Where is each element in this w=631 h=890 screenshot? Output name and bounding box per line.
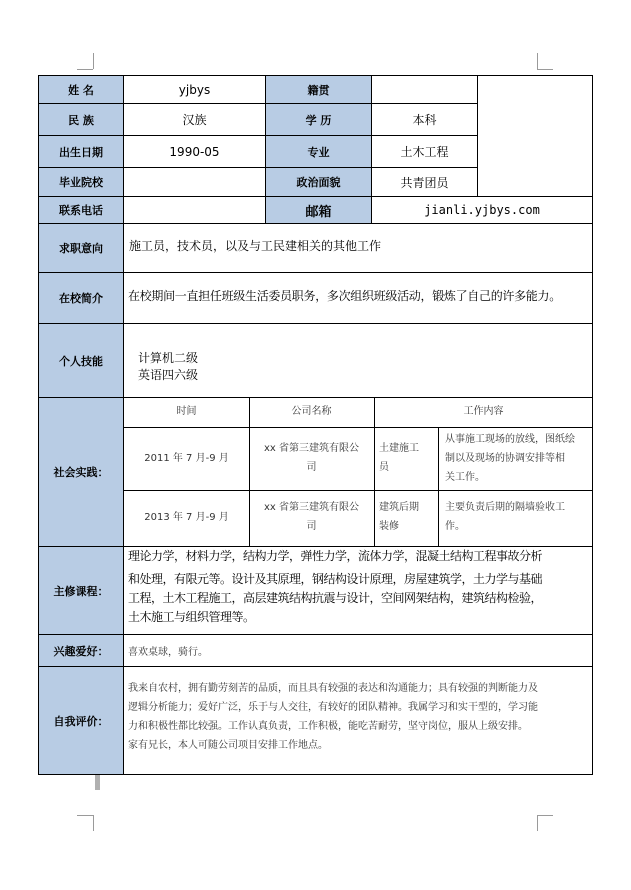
self-eval-line: 家有兄长，本人可随公司项目安排工作地点。 (128, 740, 328, 751)
practice-position-line: 建筑后期 (379, 502, 419, 513)
hobby-cell (124, 635, 593, 667)
intention-text: 施工员，技术员，以及与工民建相关的其他工作 (129, 239, 382, 253)
phone-value (124, 197, 266, 224)
practice-header-company: 公司名称 (291, 406, 332, 417)
crop-mark (537, 69, 553, 70)
course-line: 理论力学，材料力学，结构力学，弹性力学，流体力学，混凝土结构工程事故分析 (128, 549, 543, 563)
phone-label: 联系电话 (39, 197, 124, 224)
practice-desc-line: 关工作。 (445, 472, 485, 483)
courses-label: 主修课程： (39, 547, 124, 635)
crop-mark (77, 69, 93, 70)
skills-label: 个人技能 (39, 324, 124, 398)
practice-header-time: 时间 (176, 406, 197, 417)
practice-company-line: xx 省第三建筑有限公 (263, 502, 359, 513)
birth-label: 出生日期 (39, 136, 124, 168)
intention-cell (124, 224, 593, 273)
email-value: jianli.yjbys.com (372, 197, 593, 224)
practice-label: 社会实践： (39, 398, 124, 547)
email-label: 邮箱 (266, 197, 372, 224)
crop-mark (93, 53, 94, 69)
name-value: yjbys (124, 76, 266, 104)
course-line: 土木施工与组织管理等。 (128, 610, 255, 624)
intention-label: 求职意向 (39, 224, 124, 273)
origin-label: 籍贯 (266, 76, 372, 104)
major-value: 土木工程 (372, 136, 478, 168)
photo-area (478, 76, 593, 197)
campus-text: 在校期间一直担任班级生活委员职务，多次组织班级活动，锻炼了自己的许多能力。 (128, 289, 561, 303)
education-label: 学 历 (266, 104, 372, 136)
course-line: 工程，土木工程施工，高层建筑结构抗震与设计，空间网架结构，建筑结构检验， (128, 591, 543, 605)
school-value (124, 168, 266, 197)
crop-mark (537, 53, 538, 69)
practice-position-line: 员 (379, 462, 389, 473)
self-eval-label: 自我评价： (39, 667, 124, 775)
origin-value (372, 76, 478, 104)
grid-line (124, 490, 593, 491)
school-label: 毕业院校 (39, 168, 124, 197)
skill-item: 计算机二级 (138, 351, 199, 365)
practice-header-work: 工作内容 (463, 406, 504, 417)
self-eval-line: 力和积极性都比较强。工作认真负责，工作积极，能吃苦耐劳，坚守岗位，服从上级安排。 (128, 721, 528, 732)
self-eval-line: 我来自农村，拥有勤劳刻苦的品质，而且具有较强的表达和沟通能力；具有较强的判断能力及 (128, 683, 538, 694)
course-line: 和处理，有限元等。设计及其原理，钢结构设计原理，房屋建筑学，土力学与基础 (128, 572, 543, 586)
practice-company-line: xx 省第三建筑有限公 (263, 443, 359, 454)
practice-desc-line: 从事施工现场的放线，图纸绘 (445, 434, 575, 445)
practice-position-line: 装修 (379, 521, 399, 532)
practice-time: 2011 年 7 月-9 月 (144, 453, 229, 464)
grid-line (124, 427, 593, 428)
self-eval-line: 逻辑分析能力；爱好广泛，乐于与人交往，有较好的团队精神。我属学习和实干型的，学习能 (128, 702, 538, 713)
grid-line (438, 428, 439, 547)
major-label: 专业 (266, 136, 372, 168)
crop-mark (537, 815, 538, 831)
practice-company-line: 司 (306, 521, 317, 532)
ethnicity-label: 民 族 (39, 104, 124, 136)
campus-cell (124, 273, 593, 324)
hobby-label: 兴趣爱好： (39, 635, 124, 667)
political-label: 政治面貌 (266, 168, 372, 197)
skill-item: 英语四六级 (138, 368, 199, 382)
political-value: 共青团员 (372, 168, 478, 197)
practice-position-line: 土建施工 (379, 443, 419, 454)
crop-mark (93, 815, 94, 831)
hobby-text: 喜欢桌球，骑行。 (128, 647, 208, 658)
practice-time: 2013 年 7 月-9 月 (144, 512, 229, 523)
name-label: 姓 名 (39, 76, 124, 104)
practice-desc-line: 作。 (445, 521, 465, 532)
scroll-marker (95, 773, 100, 790)
ethnicity-value: 汉族 (124, 104, 266, 136)
campus-label: 在校简介 (39, 273, 124, 324)
practice-desc-line: 制以及现场的协调安排等相 (445, 453, 565, 464)
crop-mark (537, 815, 553, 816)
practice-company-line: 司 (306, 462, 317, 473)
birth-value: 1990-05 (124, 136, 266, 168)
education-value: 本科 (372, 104, 478, 136)
resume-table (38, 75, 593, 775)
crop-mark (77, 815, 93, 816)
practice-desc-line: 主要负责后期的隔墙验收工 (445, 502, 565, 513)
